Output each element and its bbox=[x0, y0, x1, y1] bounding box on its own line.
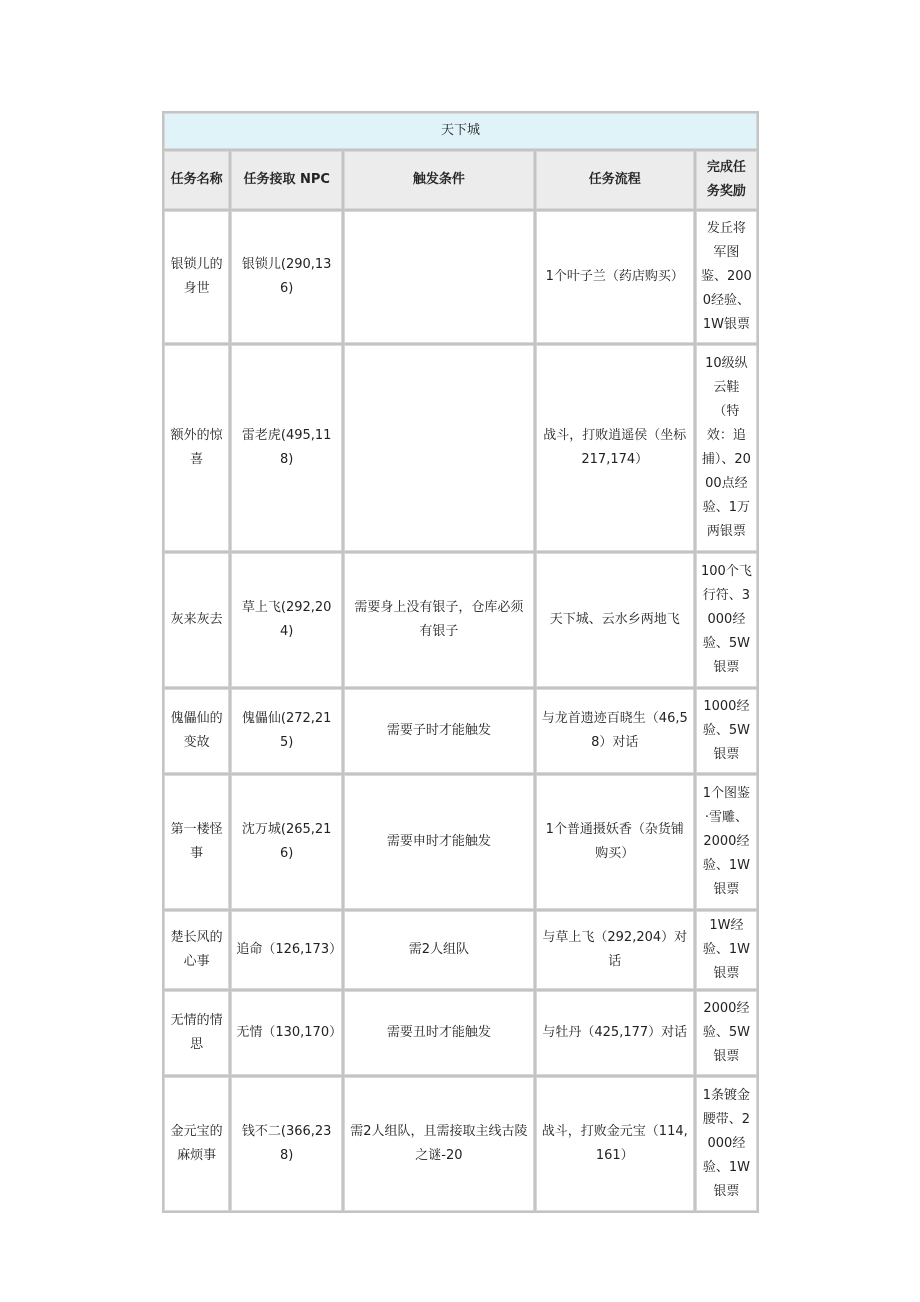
npc-cell: 钱不二(366,238) bbox=[231, 1077, 342, 1211]
npc-cell: 傀儡仙(272,215) bbox=[231, 689, 342, 773]
task-name-cell: 银锁儿的身世 bbox=[164, 211, 229, 343]
table-row bbox=[164, 211, 757, 343]
table-row bbox=[164, 345, 757, 551]
task-name-cell: 金元宝的麻烦事 bbox=[164, 1077, 229, 1211]
flow-cell: 战斗，打败逍遥侯（坐标217,174） bbox=[536, 345, 694, 551]
reward-cell: 1W经验、1W银票 bbox=[696, 911, 757, 989]
npc-cell: 雷老虎(495,118) bbox=[231, 345, 342, 551]
table-row bbox=[164, 689, 757, 773]
flow-cell: 与龙首遗迹百晓生（46,58）对话 bbox=[536, 689, 694, 773]
task-name-cell: 楚长风的心事 bbox=[164, 911, 229, 989]
reward-cell: 1条镀金腰带、2000经验、1W银票 bbox=[696, 1077, 757, 1211]
flow-cell: 1个叶子兰（药店购买） bbox=[536, 211, 694, 343]
condition-cell: 需2人组队，且需接取主线古陵之谜-20 bbox=[344, 1077, 534, 1211]
condition-cell: 需2人组队 bbox=[344, 911, 534, 989]
table-header-row bbox=[164, 151, 757, 209]
reward-cell: 2000经验、5W银票 bbox=[696, 991, 757, 1075]
table-row bbox=[164, 775, 757, 909]
task-name-cell: 无情的情思 bbox=[164, 991, 229, 1075]
flow-cell: 与草上飞（292,204）对话 bbox=[536, 911, 694, 989]
header-condition: 触发条件 bbox=[344, 151, 534, 209]
header-reward: 完成任务奖励 bbox=[696, 151, 757, 209]
condition-cell: 需要子时才能触发 bbox=[344, 689, 534, 773]
reward-cell: 1个图鉴·雪雕、2000经验、1W银票 bbox=[696, 775, 757, 909]
reward-cell: 10级纵云鞋（特效：追捕）、2000点经验、1万两银票 bbox=[696, 345, 757, 551]
quest-table bbox=[162, 111, 759, 1213]
npc-cell: 无情（130,170） bbox=[231, 991, 342, 1075]
task-name-cell: 灰来灰去 bbox=[164, 553, 229, 687]
task-name-cell: 额外的惊喜 bbox=[164, 345, 229, 551]
table-row bbox=[164, 1077, 757, 1211]
condition-cell bbox=[344, 345, 534, 551]
table-row bbox=[164, 991, 757, 1075]
city-title: 天下城 bbox=[164, 113, 757, 149]
flow-cell: 战斗，打败金元宝（114,161） bbox=[536, 1077, 694, 1211]
header-flow: 任务流程 bbox=[536, 151, 694, 209]
flow-cell: 1个普通摄妖香（杂货铺购买） bbox=[536, 775, 694, 909]
condition-cell bbox=[344, 211, 534, 343]
table-row bbox=[164, 911, 757, 989]
npc-cell: 银锁儿(290,136) bbox=[231, 211, 342, 343]
task-name-cell: 第一楼怪事 bbox=[164, 775, 229, 909]
condition-cell: 需要身上没有银子，仓库必须有银子 bbox=[344, 553, 534, 687]
table-row bbox=[164, 553, 757, 687]
flow-cell: 天下城、云水乡两地飞 bbox=[536, 553, 694, 687]
reward-cell: 100个飞行符、3000经验、5W银票 bbox=[696, 553, 757, 687]
header-task-name: 任务名称 bbox=[164, 151, 229, 209]
condition-cell: 需要丑时才能触发 bbox=[344, 991, 534, 1075]
npc-cell: 追命（126,173） bbox=[231, 911, 342, 989]
header-npc: 任务接取 NPC bbox=[231, 151, 342, 209]
reward-cell: 1000经验、5W银票 bbox=[696, 689, 757, 773]
reward-cell: 发丘将军图鉴、2000经验、1W银票 bbox=[696, 211, 757, 343]
npc-cell: 沈万城(265,216) bbox=[231, 775, 342, 909]
flow-cell: 与牡丹（425,177）对话 bbox=[536, 991, 694, 1075]
city-title-row bbox=[164, 113, 757, 149]
task-name-cell: 傀儡仙的变故 bbox=[164, 689, 229, 773]
condition-cell: 需要申时才能触发 bbox=[344, 775, 534, 909]
npc-cell: 草上飞(292,204) bbox=[231, 553, 342, 687]
